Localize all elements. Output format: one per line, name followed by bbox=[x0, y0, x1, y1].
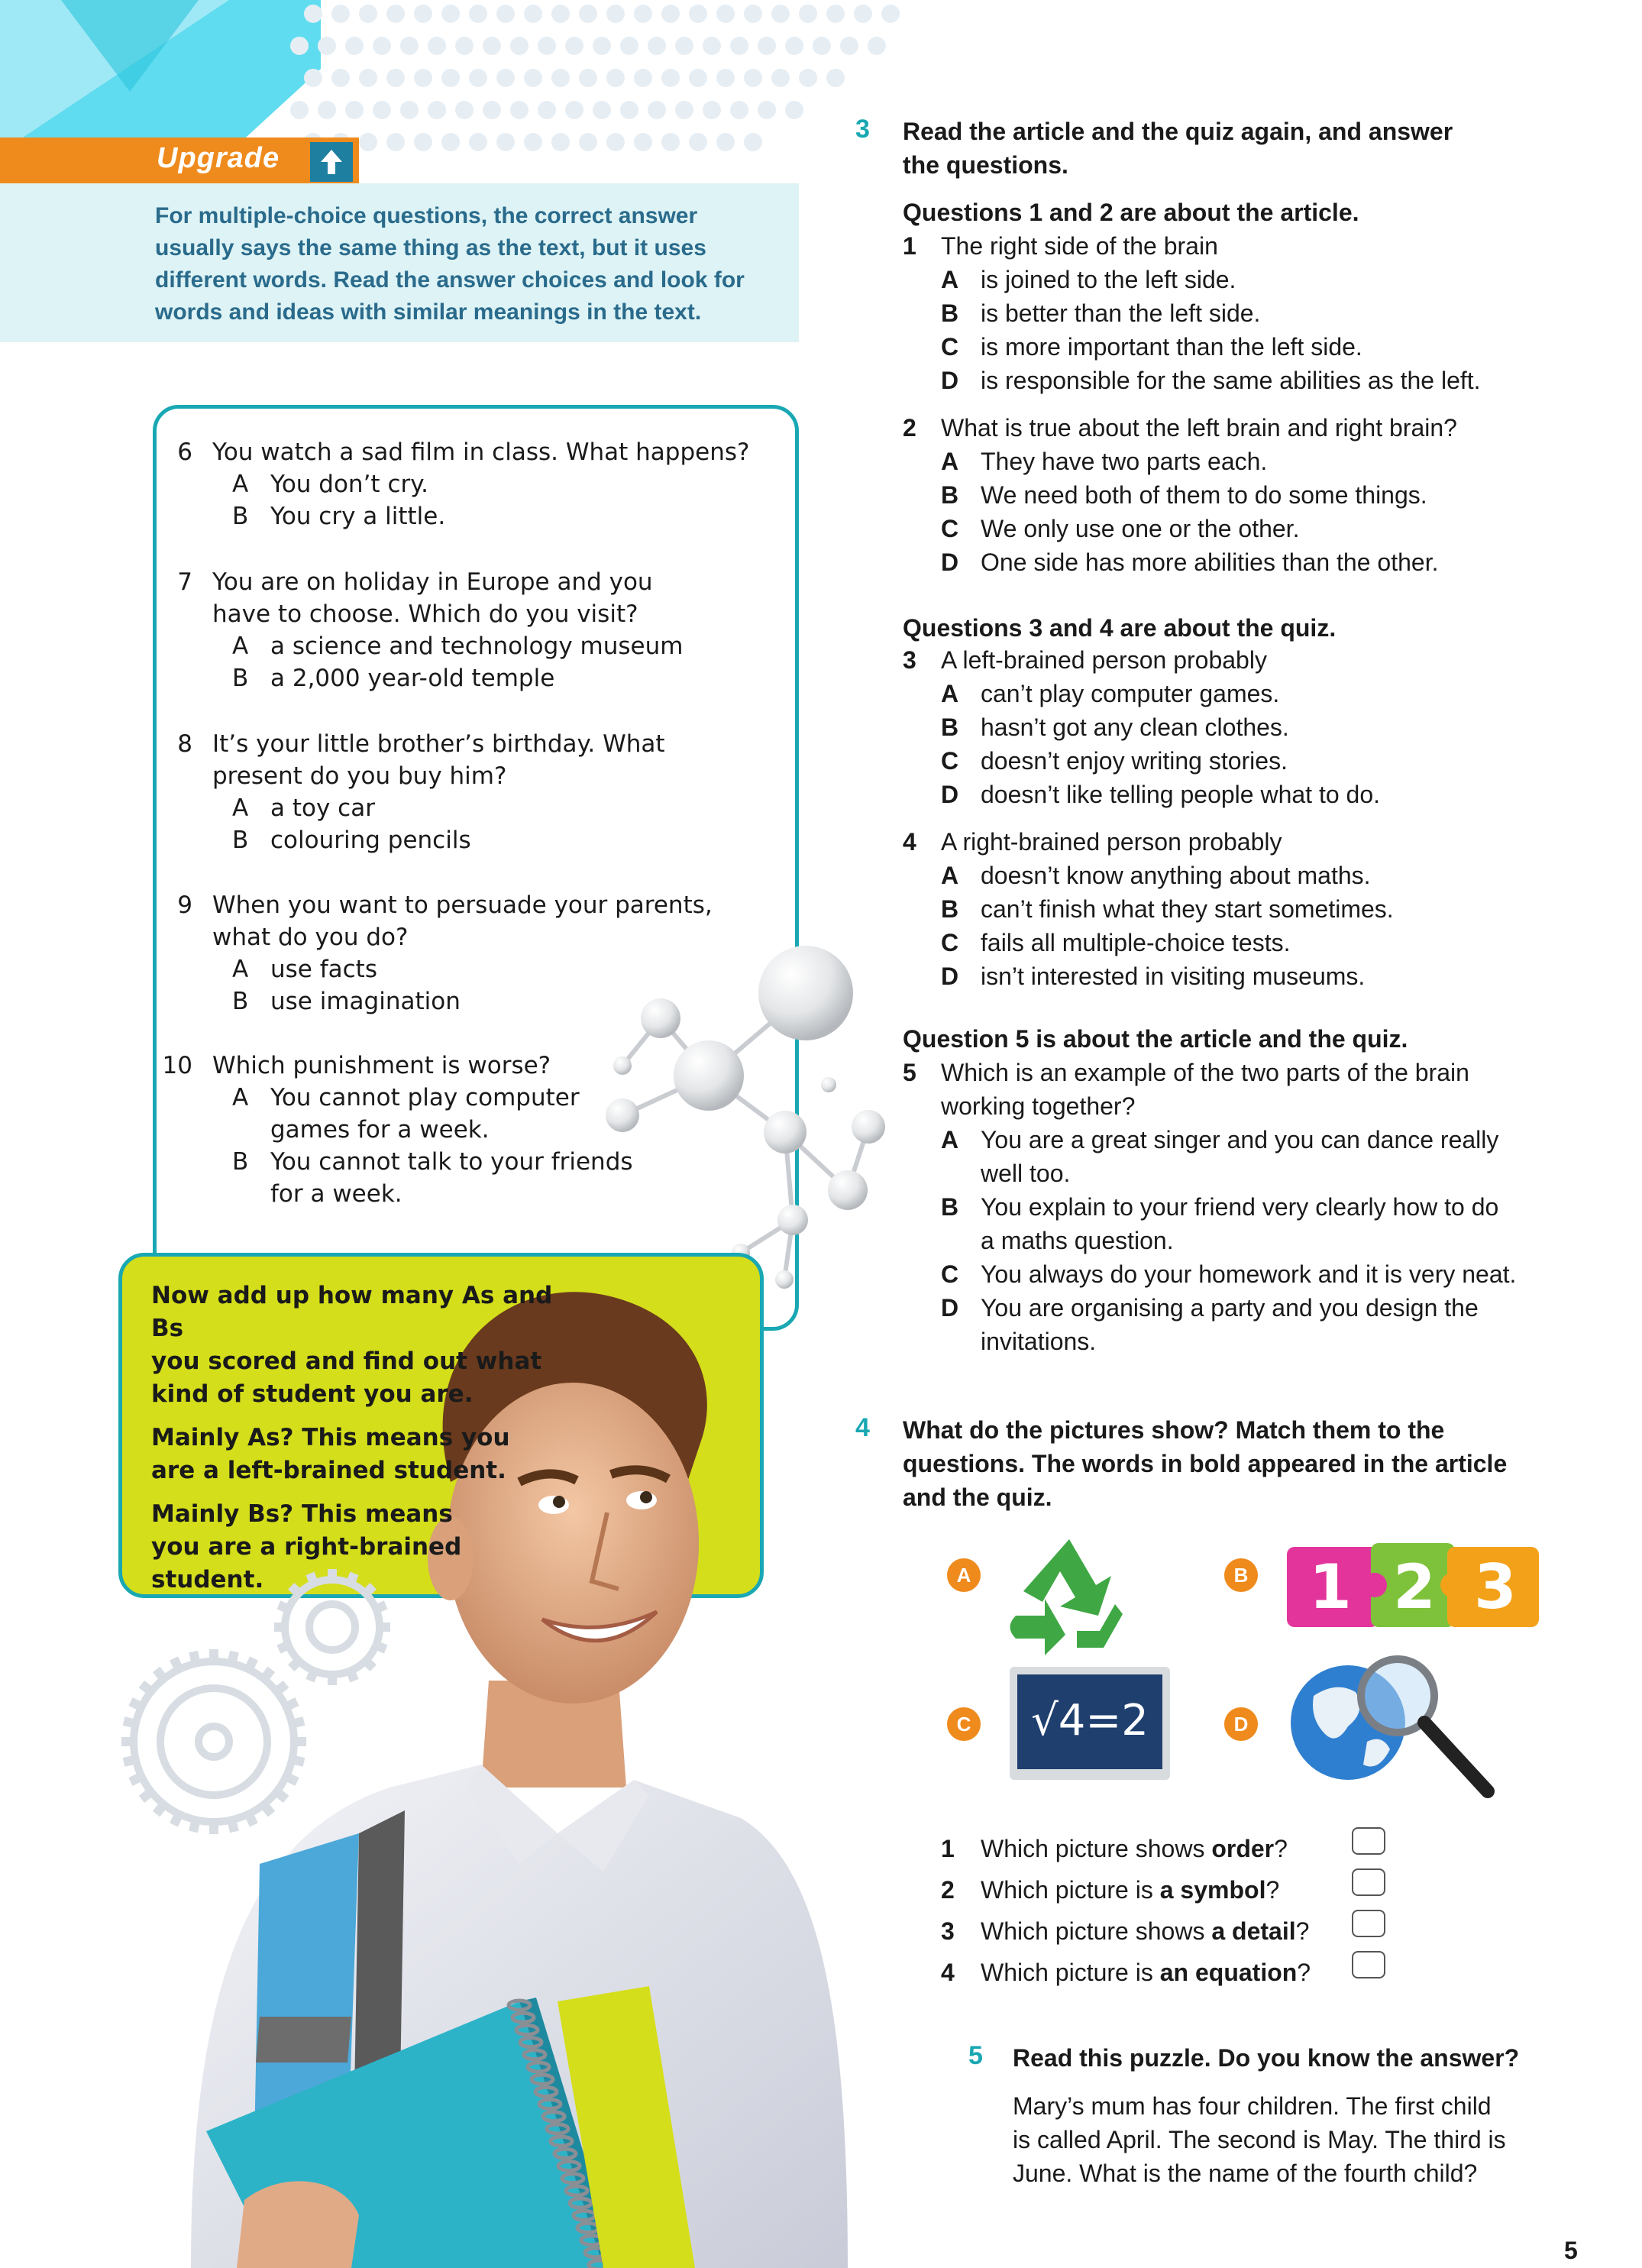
score-line: student. bbox=[151, 1566, 264, 1593]
score-line: Mainly Bs? This means bbox=[151, 1500, 453, 1528]
option-text: You don’t cry. bbox=[270, 471, 429, 498]
upgrade-tip-text bbox=[155, 200, 789, 328]
question-number: 5 bbox=[903, 1059, 916, 1086]
score-line: you are a right-brained bbox=[151, 1533, 462, 1561]
instruction-line: the questions. bbox=[903, 151, 1068, 179]
option-text: They have two parts each. bbox=[981, 448, 1268, 475]
exercise-3-number: 3 bbox=[855, 115, 870, 144]
option-letter: D bbox=[941, 781, 959, 808]
group-heading: Questions 1 and 2 are about the article. bbox=[903, 199, 1359, 226]
globe-magnifier-icon bbox=[1283, 1650, 1497, 1803]
option-letter: B bbox=[232, 988, 249, 1015]
question-text: Which punishment is worse? bbox=[212, 1052, 551, 1079]
option-letter: D bbox=[941, 1294, 959, 1322]
option-letter: B bbox=[232, 827, 249, 854]
instruction-line: and the quiz. bbox=[903, 1483, 1052, 1511]
score-line: are a left-brained student. bbox=[151, 1457, 506, 1484]
equation-text: √4=2 bbox=[1031, 1696, 1149, 1745]
question-number: 9 bbox=[177, 891, 192, 919]
group-heading: Questions 3 and 4 are about the quiz. bbox=[903, 614, 1337, 642]
picture-label-c: C bbox=[947, 1707, 981, 1741]
exercise-5-number: 5 bbox=[968, 2041, 983, 2070]
option-letter: A bbox=[232, 633, 249, 660]
option-text: can’t play computer games. bbox=[981, 680, 1280, 707]
score-result-text bbox=[151, 1280, 579, 1607]
question-stem: Which is an example of the two parts of the brain bbox=[941, 1059, 1469, 1086]
tip-line: different words. Read the answer choices and look for bbox=[155, 267, 745, 293]
question-number: 4 bbox=[903, 828, 916, 856]
option-text: is better than the left side. bbox=[981, 299, 1261, 327]
question-number: 1 bbox=[941, 1835, 955, 1862]
option-letter: B bbox=[941, 1193, 959, 1221]
option-letter: B bbox=[232, 503, 249, 530]
option-text: games for a week. bbox=[270, 1116, 490, 1144]
exercise-4-instruction bbox=[903, 1413, 1507, 1514]
group-heading: Question 5 is about the article and the quiz. bbox=[903, 1025, 1408, 1053]
question-text-pre: Which picture is bbox=[981, 1959, 1160, 1986]
option-letter: B bbox=[941, 713, 959, 741]
upgrade-title: Upgrade bbox=[157, 142, 280, 174]
option-letter: B bbox=[941, 299, 959, 327]
option-letter: D bbox=[941, 548, 959, 576]
instruction-line: What do the pictures show? Match them to the bbox=[903, 1416, 1445, 1444]
question-keyword: order bbox=[1211, 1835, 1275, 1862]
question-text: When you want to persuade your parents, bbox=[212, 891, 713, 919]
question-keyword: a symbol bbox=[1159, 1876, 1266, 1904]
option-text: We need both of them to do some things. bbox=[981, 481, 1427, 509]
puzzle-digit: 3 bbox=[1474, 1551, 1517, 1623]
question-number: 1 bbox=[903, 232, 916, 260]
option-text: You cannot talk to your friends bbox=[270, 1148, 633, 1176]
picture-label-a: A bbox=[947, 1558, 981, 1592]
option-letter: B bbox=[941, 895, 959, 923]
score-paragraph bbox=[151, 1422, 579, 1487]
tip-line: For multiple-choice questions, the correct answer bbox=[155, 203, 698, 228]
question-text bbox=[981, 1956, 1311, 1989]
question-text-post: ? bbox=[1274, 1835, 1288, 1862]
question-keyword: an equation bbox=[1159, 1959, 1298, 1986]
option-letter: A bbox=[941, 680, 959, 707]
option-letter: C bbox=[941, 929, 959, 956]
puzzle-digit: 1 bbox=[1309, 1551, 1352, 1623]
question-number: 3 bbox=[941, 1917, 955, 1945]
option-text: You are a great singer and you can dance really bbox=[981, 1126, 1499, 1153]
question-stem: A right-brained person probably bbox=[941, 828, 1282, 856]
recycle-icon bbox=[1000, 1532, 1138, 1658]
option-letter: C bbox=[941, 747, 959, 775]
option-text: You explain to your friend very clearly how to do bbox=[981, 1193, 1499, 1221]
option-letter: A bbox=[232, 1084, 249, 1111]
score-line: Now add up how many As and Bs bbox=[151, 1282, 553, 1342]
question-text-pre: Which picture is bbox=[981, 1876, 1160, 1904]
page-number: 5 bbox=[1564, 2237, 1578, 2264]
question-number: 2 bbox=[941, 1876, 955, 1904]
answer-box-4[interactable] bbox=[1352, 1951, 1385, 1978]
score-line: you scored and find out what bbox=[151, 1348, 542, 1375]
option-text: can’t finish what they start sometimes. bbox=[981, 895, 1394, 923]
option-text: a 2,000 year-old temple bbox=[270, 665, 555, 692]
option-letter: A bbox=[941, 266, 959, 293]
option-text: You always do your homework and it is very neat. bbox=[981, 1260, 1517, 1288]
answer-box-1[interactable] bbox=[1352, 1827, 1385, 1855]
option-letter: A bbox=[232, 956, 249, 983]
question-stem: The right side of the brain bbox=[941, 232, 1218, 260]
option-letter: B bbox=[232, 1148, 249, 1176]
chalkboard-frame bbox=[1010, 1667, 1170, 1780]
option-text: One side has more abilities than the other. bbox=[981, 548, 1439, 576]
option-text: well too. bbox=[981, 1160, 1071, 1187]
option-letter: A bbox=[232, 471, 249, 498]
score-line: Mainly As? This means you bbox=[151, 1424, 510, 1451]
question-text-post: ? bbox=[1295, 1917, 1310, 1945]
question-number: 3 bbox=[903, 646, 916, 674]
question-text bbox=[981, 1873, 1279, 1907]
option-text: doesn’t like telling people what to do. bbox=[981, 781, 1381, 808]
option-text: colouring pencils bbox=[270, 827, 471, 854]
puzzle-illustration bbox=[1283, 1532, 1543, 1639]
option-letter: D bbox=[941, 367, 959, 394]
option-text: is more important than the left side. bbox=[981, 333, 1362, 361]
option-letter: B bbox=[232, 665, 249, 692]
option-letter: A bbox=[232, 794, 249, 822]
option-text: a maths question. bbox=[981, 1227, 1174, 1254]
option-text: is joined to the left side. bbox=[981, 266, 1236, 293]
corner-decoration bbox=[0, 0, 321, 153]
exercise-5-puzzle-text bbox=[1013, 2089, 1506, 2190]
score-paragraph bbox=[151, 1498, 579, 1597]
option-letter: A bbox=[941, 1126, 959, 1153]
picture-label-b: B bbox=[1224, 1558, 1258, 1592]
question-text-post: ? bbox=[1297, 1959, 1311, 1986]
option-text: hasn’t got any clean clothes. bbox=[981, 713, 1289, 741]
tip-line: usually says the same thing as the text, but it uses bbox=[155, 235, 706, 260]
question-text: It’s your little brother’s birthday. What bbox=[212, 730, 665, 758]
option-letter: D bbox=[941, 963, 959, 990]
exercise-3-instruction bbox=[903, 115, 1453, 182]
option-letter: C bbox=[941, 333, 959, 361]
question-number: 7 bbox=[177, 568, 192, 596]
question-text: what do you do? bbox=[212, 924, 409, 951]
option-text: doesn’t enjoy writing stories. bbox=[981, 747, 1288, 775]
option-text: fails all multiple-choice tests. bbox=[981, 929, 1291, 956]
score-paragraph bbox=[151, 1280, 579, 1411]
option-letter: A bbox=[941, 862, 959, 889]
option-text: use imagination bbox=[270, 988, 461, 1015]
tip-line: words and ideas with similar meanings in the text. bbox=[155, 299, 702, 325]
option-text: doesn’t know anything about maths. bbox=[981, 862, 1371, 889]
option-letter: A bbox=[941, 448, 959, 475]
question-stem: A left-brained person probably bbox=[941, 646, 1267, 674]
question-number: 8 bbox=[177, 730, 192, 758]
exercise-5-instruction: Read this puzzle. Do you know the answer? bbox=[1013, 2044, 1520, 2072]
question-stem: What is true about the left brain and right brain? bbox=[941, 414, 1457, 442]
answer-box-3[interactable] bbox=[1352, 1910, 1385, 1937]
question-text-pre: Which picture shows bbox=[981, 1835, 1212, 1862]
option-text: a science and technology museum bbox=[270, 633, 684, 660]
puzzle-line: is called April. The second is May. The third is bbox=[1013, 2126, 1506, 2153]
option-text: use facts bbox=[270, 956, 377, 983]
option-text: You cry a little. bbox=[270, 503, 446, 530]
option-letter: C bbox=[941, 1260, 959, 1288]
picture-label-d: D bbox=[1224, 1707, 1258, 1741]
question-text-post: ? bbox=[1265, 1876, 1280, 1904]
question-stem: working together? bbox=[941, 1092, 1136, 1120]
question-text-pre: Which picture shows bbox=[981, 1917, 1212, 1945]
option-text: You are organising a party and you design the bbox=[981, 1294, 1479, 1322]
question-keyword: a detail bbox=[1211, 1917, 1296, 1945]
puzzle-digit: 2 bbox=[1393, 1551, 1436, 1623]
instruction-line: Read the article and the quiz again, and answer bbox=[903, 118, 1453, 145]
answer-box-2[interactable] bbox=[1352, 1868, 1385, 1896]
option-text: You cannot play computer bbox=[270, 1084, 580, 1111]
question-text: You are on holiday in Europe and you bbox=[212, 568, 653, 596]
exercise-4-number: 4 bbox=[855, 1413, 870, 1442]
question-text bbox=[981, 1914, 1309, 1948]
option-text: is responsible for the same abilities as the left. bbox=[981, 367, 1481, 394]
option-letter: C bbox=[941, 515, 959, 542]
question-number: 2 bbox=[903, 414, 916, 442]
option-text: isn’t interested in visiting museums. bbox=[981, 963, 1366, 990]
chalkboard bbox=[1017, 1674, 1162, 1769]
option-text: for a week. bbox=[270, 1180, 402, 1208]
puzzle-line: June. What is the name of the fourth child? bbox=[1013, 2160, 1478, 2187]
question-number: 10 bbox=[162, 1052, 192, 1079]
dot-pattern-decoration bbox=[290, 0, 901, 160]
puzzle-line: Mary’s mum has four children. The first child bbox=[1013, 2092, 1492, 2120]
option-text: a toy car bbox=[270, 794, 375, 822]
option-letter: B bbox=[941, 481, 959, 509]
question-text: present do you buy him? bbox=[212, 762, 507, 790]
option-text: invitations. bbox=[981, 1328, 1097, 1355]
option-text: We only use one or the other. bbox=[981, 515, 1300, 542]
question-text: have to choose. Which do you visit? bbox=[212, 600, 638, 628]
question-number: 4 bbox=[941, 1959, 955, 1986]
up-arrow-icon bbox=[310, 142, 353, 182]
score-line: kind of student you are. bbox=[151, 1380, 474, 1408]
question-text bbox=[981, 1832, 1288, 1865]
question-text: You watch a sad film in class. What happens? bbox=[212, 438, 750, 466]
instruction-line: questions. The words in bold appeared in the article bbox=[903, 1450, 1508, 1477]
question-number: 6 bbox=[177, 438, 192, 466]
